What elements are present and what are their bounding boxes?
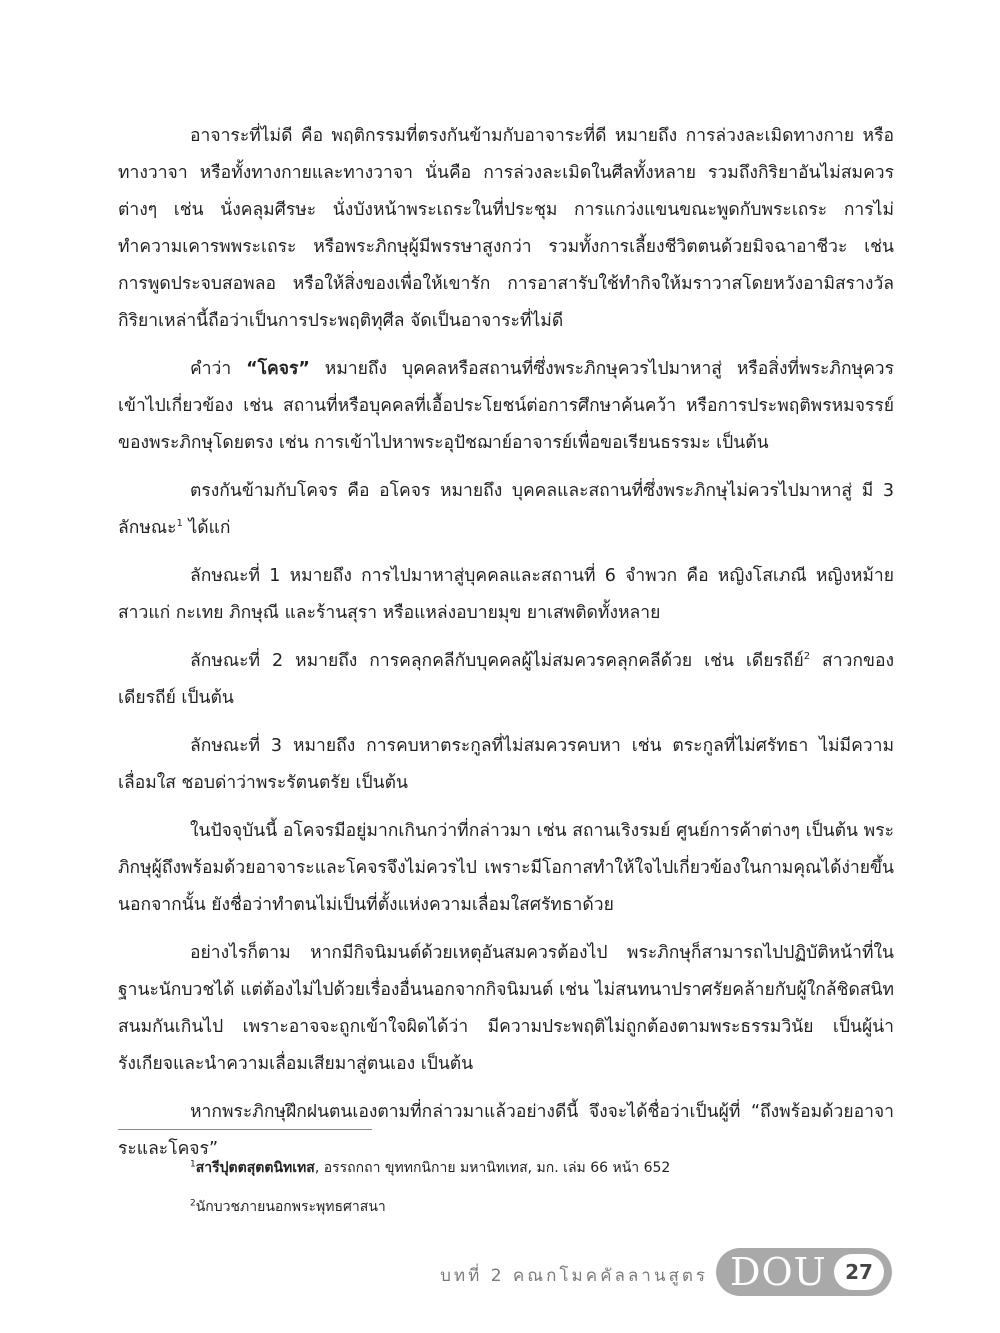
paragraph-4: ลักษณะที่ 1 หมายถึง การไปมาหาสู่บุคคลและสถานที่ 6 จำพวก คือ หญิงโสเภณี หญิงหม้าย สาวแก่ กะเทย ภิกษุณี และร้านสุรา หรือแหล่งอบายมุข ยาเสพติดทั้งหลาย <box>118 566 894 623</box>
paragraph-3 <box>118 473 894 547</box>
paragraph-2-rest: หมายถึง บุคคลหรือสถานที่ซึ่งพระภิกษุควรไปมาหาสู่ หรือสิ่งที่พระภิกษุควรเข้าไปเกี่ยวข้อง เช่น สถานที่หรือบุคคลที่เอื้อประโยชน์ต่อการศึกษาค้นคว้า หรือการประพฤติพรหมจรรย์ของพระภิกษุโดยตรง เช่น การเข้าไปหาพระอุปัชฌาย์อาจารย์เพื่อขอเรียนธรรมะ เป็นต้น <box>118 359 895 453</box>
body-text <box>118 118 894 1179</box>
chapter-title: บทที่ 2 คณกโมคคัลลานสูตร <box>440 1266 708 1286</box>
footnote-2-text: นักบวชภายนอกพระพุทธศาสนา <box>195 1199 386 1215</box>
paragraph-3-rest: ได้แก่ <box>182 518 231 538</box>
paragraph-5-rest: สาวกของเดียรถีย์ เป็นต้น <box>118 651 895 708</box>
footnote-1-title: สารีปุตตสุตตนิทเทส <box>195 1160 315 1176</box>
footnote-1 <box>190 1158 670 1178</box>
paragraph-5 <box>118 643 894 717</box>
footnote-1-number: 1 <box>190 1159 196 1170</box>
footnote-ref-2: 2 <box>803 651 811 663</box>
footnote-divider <box>118 1129 372 1130</box>
page-badge <box>716 1248 892 1296</box>
dou-logo: DOU <box>730 1250 827 1294</box>
page-number: 27 <box>834 1254 884 1290</box>
paragraph-8: อย่างไรก็ตาม หากมีกิจนิมนต์ด้วยเหตุอันสมควรต้องไป พระภิกษุก็สามารถไปปฏิบัติหน้าที่ในฐานะนักบวชได้ แต่ต้องไม่ไปด้วยเรื่องอื่นนอกจากกิจนิมนต์ เช่น ไม่สนทนาปราศรัยคล้ายกับผู้ใกล้ชิดสนิทสนมกันเกินไป เพราะอาจจะถูกเข้าใจผิดได้ว่า มีความประพฤติไม่ถูกต้องตามพระธรรมวินัย เป็นผู้น่ารังเกียจและนำความเลื่อมเสียมาสู่ตนเอง เป็นต้น <box>118 943 894 1074</box>
paragraph-2 <box>118 351 894 462</box>
paragraph-1: อาจาระที่ไม่ดี คือ พฤติกรรมที่ตรงกันข้ามกับอาจาระที่ดี หมายถึง การล่วงละเมิดทางกาย หรือทางวาจา หรือทั้งทางกายและทางวาจา นั่นคือ การล่วงละเมิดในศีลทั้งหลาย รวมถึงกิริยาอันไม่สมควรต่างๆ เช่น นั่งคลุมศีรษะ นั่งบังหน้าพระเถระในที่ประชุม การแกว่งแขนขณะพูดกับพระเถระ การไม่ทำความเคารพพระเถระ หรือพระภิกษุผู้มีพรรษาสูงกว่า รวมทั้งการเลี้ยงชีวิตตนด้วยมิจฉาอาชีวะ เช่น การพูดประจบสอพลอ หรือให้สิ่งของเพื่อให้เขารัก การอาสารับใช้ทำกิจให้มราวาสโดยหวังอามิสรางวัล กิริยาเหล่านี้ถือว่าเป็นการประพฤติทุศีล จัดเป็นอาจาระที่ไม่ดี <box>118 126 894 331</box>
paragraph-3-lead: ตรงกันข้ามกับโคจร คือ อโคจร หมายถึง บุคคลและสถานที่ซึ่งพระภิกษุไม่ควรไปมาหาสู่ มี 3 ลักษณะ <box>118 481 894 538</box>
footnote-ref-1: 1 <box>176 518 183 530</box>
paragraph-6: ลักษณะที่ 3 หมายถึง การคบหาตระกูลที่ไม่สมควรคบหา เช่น ตระกูลที่ไม่ศรัทธา ไม่มีความเลื่อมใส ชอบด่าว่าพระรัตนตรัย เป็นต้น <box>118 736 894 793</box>
paragraph-9: หากพระภิกษุฝึกฝนตนเองตามที่กล่าวมาแล้วอย่างดีนี้ จึงจะได้ชื่อว่าเป็นผู้ที่ “ถึงพร้อมด้วยอาจาระและโคจร” <box>118 1102 894 1159</box>
footnote-2-number: 2 <box>190 1198 196 1209</box>
paragraph-2-lead: คำว่า <box>190 359 247 379</box>
paragraph-5-lead: ลักษณะที่ 2 หมายถึง การคลุกคลีกับบุคคลผู้ไม่สมควรคลุกคลีด้วย เช่น เดียรถีย์ <box>190 651 804 671</box>
paragraph-7: ในปัจจุบันนี้ อโคจรมีอยู่มากเกินกว่าที่กล่าวมา เช่น สถานเริงรมย์ ศูนย์การค้าต่างๆ เป็นต้น พระภิกษุผู้ถึงพร้อมด้วยอาจาระและโคจรจึงไม่ควรไป เพราะมีโอกาสทำให้ใจไปเกี่ยวข้องในกามคุณได้ง่ายขึ้น นอกจากนั้น ยังชื่อว่าทำตนไม่เป็นที่ตั้งแห่งความเลื่อมใสศรัทธาด้วย <box>118 821 894 915</box>
footnote-1-text: , อรรถกถา ขุททกนิกาย มหานิทเทส, มก. เล่ม 66 หน้า 652 <box>314 1160 671 1176</box>
term-gocara: “โคจร” <box>246 359 310 379</box>
footnote-2 <box>190 1197 386 1217</box>
